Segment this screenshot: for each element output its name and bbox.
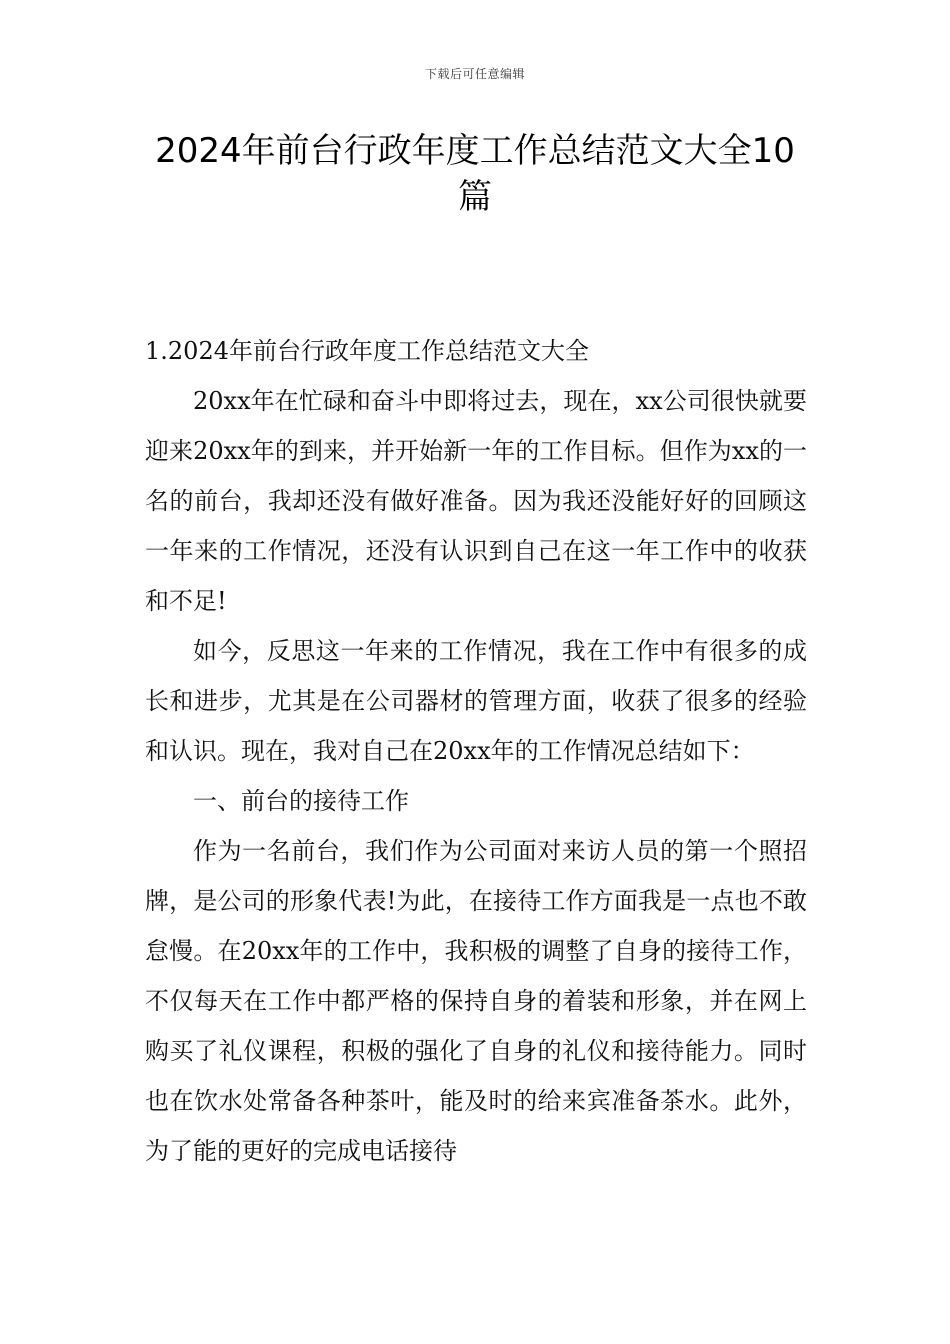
document-body — [145, 326, 807, 1176]
section-heading: 1.2024年前台行政年度工作总结范文大全 — [145, 337, 589, 365]
subsection-heading: 一、前台的接待工作 — [193, 787, 409, 815]
header-note: 下载后可任意编辑 — [424, 67, 525, 81]
body-paragraph: 如今，反思这一年来的工作情况，我在工作中有很多的成长和进步，尤其是在公司器材的管理方面，收获了很多的经验和认识。现在，我对自己在20xx年的工作情况总结如下： — [145, 637, 807, 765]
body-paragraph: 20xx年在忙碌和奋斗中即将过去，现在，xx公司很快就要迎来20xx年的到来，并开始新一年的工作目标。但作为xx的一名的前台，我却还没有做好准备。因为我还没能好好的回顾这一年来的工作情况，还没有认识到自己在这一年工作中的收获和不足! — [145, 387, 807, 615]
document-title: 2024年前台行政年度工作总结范文大全10篇 — [155, 131, 795, 217]
body-paragraph: 作为一名前台，我们作为公司面对来访人员的第一个照招牌，是公司的形象代表!为此，在接待工作方面我是一点也不敢怠慢。在20xx年的工作中，我积极的调整了自身的接待工作，不仅每天在工作中都严格的保持自身的着装和形象，并在网上购买了礼仪课程，积极的强化了自身的礼仪和接待能力。同时也在饮水处常备各种茶叶，能及时的给来宾准备茶水。此外，为了能的更好的完成电话接待 — [145, 837, 807, 1165]
